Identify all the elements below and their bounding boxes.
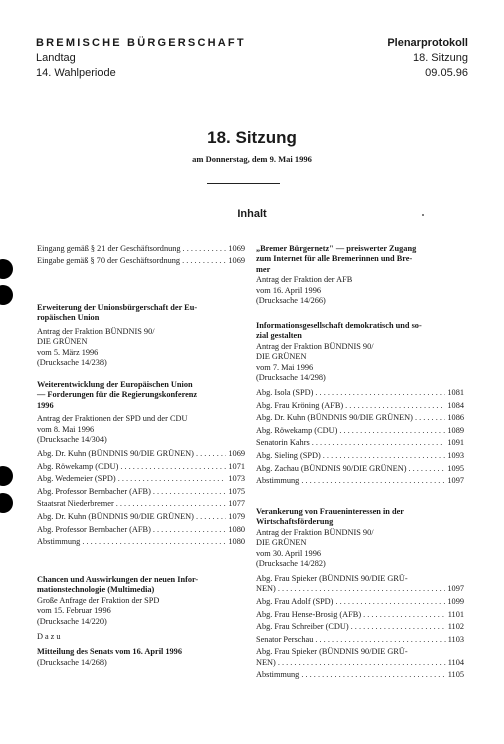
dazu-label: Dazu	[37, 632, 63, 642]
contents-left-column	[37, 0, 245, 744]
agenda-item	[256, 321, 464, 383]
agenda-item-meta: Antrag der Fraktion BÜNDNIS 90/	[37, 326, 155, 336]
agenda-item	[256, 507, 464, 569]
chamber: Landtag	[36, 52, 76, 64]
toc-entry[interactable]: Abg. Frau Kröning (AFB) . . . 1084	[256, 401, 464, 411]
agenda-item-meta: vom 7. Mai 1996	[256, 362, 314, 372]
agenda-item	[37, 575, 245, 668]
agenda-item-meta: DIE GRÜNEN	[37, 337, 88, 347]
toc-entry[interactable]: Abstimmung . . . 1080	[37, 537, 245, 547]
agenda-item-meta: vom 5. März 1996	[37, 347, 99, 357]
agenda-item-title: mer	[256, 264, 271, 274]
agenda-item-title: Chancen und Auswirkungen der neuen Infor-	[37, 575, 199, 584]
agenda-item-title: mationstechnologie (Multimedia)	[37, 585, 155, 595]
agenda-item-title: ropäischen Union	[37, 313, 100, 323]
toc-entry[interactable]: Eingang gemäß § 21 der Geschäftsordnung . . . 1069	[37, 244, 245, 254]
agenda-item-title: „Bremer Bürgernetz" — preiswerter Zugang	[256, 244, 417, 253]
toc-entry-first-line[interactable]: Abg. Frau Spieker (BÜNDNIS 90/DIE GRÜ-	[256, 574, 408, 583]
parliament-name: BREMISCHE BÜRGERSCHAFT	[36, 37, 246, 49]
agenda-item-meta: (Drucksache 14/304)	[37, 435, 107, 445]
agenda-item-title: Informationsgesellschaft demokratisch und so-	[256, 321, 422, 330]
agenda-item-title: zial gestalten	[256, 331, 302, 341]
contents-heading: Inhalt	[237, 208, 267, 220]
session-date: am Donnerstag, dem 9. Mai 1996	[192, 154, 312, 164]
toc-entry[interactable]: Abg. Frau Schreiber (CDU) . . . 1102	[256, 622, 464, 632]
agenda-item-meta: vom 8. Mai 1996	[37, 424, 95, 434]
toc-entry[interactable]: Abg. Frau Adolf (SPD) . . . 1099	[256, 597, 464, 607]
agenda-item	[256, 244, 464, 306]
toc-entry[interactable]: Abg. Röwekamp (CDU) . . . 1071	[37, 462, 245, 472]
agenda-item-meta: vom 30. April 1996	[256, 548, 321, 558]
agenda-item-title: 1996	[37, 400, 54, 410]
agenda-item-meta: DIE GRÜNEN	[256, 352, 307, 362]
punch-hole	[0, 493, 13, 513]
agenda-item-meta: (Drucksache 14/268)	[37, 657, 107, 667]
toc-entry[interactable]: Abg. Isola (SPD) . . . 1081	[256, 388, 464, 398]
punch-hole	[0, 259, 13, 279]
toc-entry[interactable]: Abg. Wedemeier (SPD) . . . 1073	[37, 474, 245, 484]
protocol-type: Plenarprotokoll	[387, 37, 468, 49]
agenda-item-meta: Große Anfrage der Fraktion der SPD	[37, 595, 160, 605]
agenda-item-title: Wirtschaftsförderung	[256, 517, 334, 527]
toc-entry[interactable]: Eingabe gemäß § 70 der Geschäftsordnung . . . 1069	[37, 256, 245, 266]
toc-entry[interactable]: Abg. Frau Hense-Brosig (AFB) . . . 1101	[256, 610, 464, 620]
session-number: 18. Sitzung	[412, 52, 468, 64]
agenda-item-meta: vom 16. April 1996	[256, 285, 321, 295]
punch-hole	[0, 466, 13, 486]
agenda-item-meta: (Drucksache 14/266)	[256, 296, 326, 306]
agenda-item-title: zum Internet für alle Bremerinnen und Bre-	[256, 254, 413, 264]
toc-entry[interactable]: Abg. Professor Bernbacher (AFB) . . . 1075	[37, 487, 245, 497]
agenda-item-meta: DIE GRÜNEN	[256, 538, 307, 548]
agenda-item	[37, 380, 245, 445]
agenda-item-title: Verankerung von Fraueninteressen in der	[256, 507, 404, 516]
punch-hole	[0, 285, 13, 305]
toc-entry[interactable]: Abstimmung . . . 1097	[256, 476, 464, 486]
agenda-item-meta: vom 15. Februar 1996	[37, 606, 111, 616]
session-date-short: 09.05.96	[425, 67, 468, 79]
toc-entry[interactable]: NEN) . . . 1097	[256, 584, 464, 594]
speaker-list	[256, 574, 464, 683]
agenda-item-meta: (Drucksache 14/220)	[37, 616, 107, 626]
agenda-item-meta: Antrag der Fraktion BÜNDNIS 90/	[256, 341, 374, 351]
toc-entry[interactable]: Abg. Röwekamp (CDU) . . . 1089	[256, 426, 464, 436]
toc-entry[interactable]: Abg. Dr. Kuhn (BÜNDNIS 90/DIE GRÜNEN) . . . 1079	[37, 512, 245, 522]
agenda-item-meta: Antrag der Fraktion BÜNDNIS 90/	[256, 527, 374, 537]
agenda-item-meta: Antrag der Fraktion der AFB	[256, 275, 353, 285]
agenda-item	[37, 303, 245, 368]
intro-entries	[37, 244, 245, 267]
toc-entry[interactable]: Staatsrat Niederbremer . . . 1077	[37, 499, 245, 509]
agenda-item-title: Mitteilung des Senats vom 16. April 1996	[37, 647, 182, 657]
speaker-list	[256, 388, 464, 489]
toc-entry[interactable]: Senatorin Kahrs . . . 1091	[256, 438, 464, 448]
toc-entry[interactable]: Senator Perschau . . . 1103	[256, 635, 464, 645]
agenda-item-meta: (Drucksache 14/282)	[256, 559, 326, 569]
session-title: 18. Sitzung	[207, 128, 297, 147]
toc-entry[interactable]: Abstimmung . . . 1105	[256, 670, 464, 680]
agenda-item-title: Erweiterung der Unionsbürgerschaft der Eu-	[37, 303, 198, 312]
legislative-period: 14. Wahlperiode	[36, 67, 116, 79]
agenda-item-meta: (Drucksache 14/298)	[256, 373, 326, 383]
toc-entry[interactable]: Abg. Professor Bernbacher (AFB) . . . 1080	[37, 525, 245, 535]
toc-entry[interactable]: Abg. Dr. Kuhn (BÜNDNIS 90/DIE GRÜNEN) . . . 1069	[37, 449, 245, 459]
agenda-item-title: Weiterentwicklung der Europäischen Union	[37, 380, 193, 389]
agenda-item-meta: (Drucksache 14/238)	[37, 358, 107, 368]
agenda-item-meta: Antrag der Fraktionen der SPD und der CDU	[37, 414, 188, 424]
toc-entry[interactable]: Abg. Dr. Kuhn (BÜNDNIS 90/DIE GRÜNEN) . . . 1086	[256, 413, 464, 423]
contents-right-column	[256, 0, 464, 744]
agenda-item-title: — Forderungen für die Regierungskonferenz	[37, 390, 198, 400]
toc-entry-first-line[interactable]: Abg. Frau Spieker (BÜNDNIS 90/DIE GRÜ-	[256, 647, 408, 657]
toc-entry[interactable]: Abg. Zachau (BÜNDNIS 90/DIE GRÜNEN) . . . 1095	[256, 464, 464, 474]
toc-entry[interactable]: NEN) . . . 1104	[256, 658, 464, 668]
speaker-list	[37, 449, 245, 550]
toc-entry[interactable]: Abg. Sieling (SPD) . . . 1093	[256, 451, 464, 461]
